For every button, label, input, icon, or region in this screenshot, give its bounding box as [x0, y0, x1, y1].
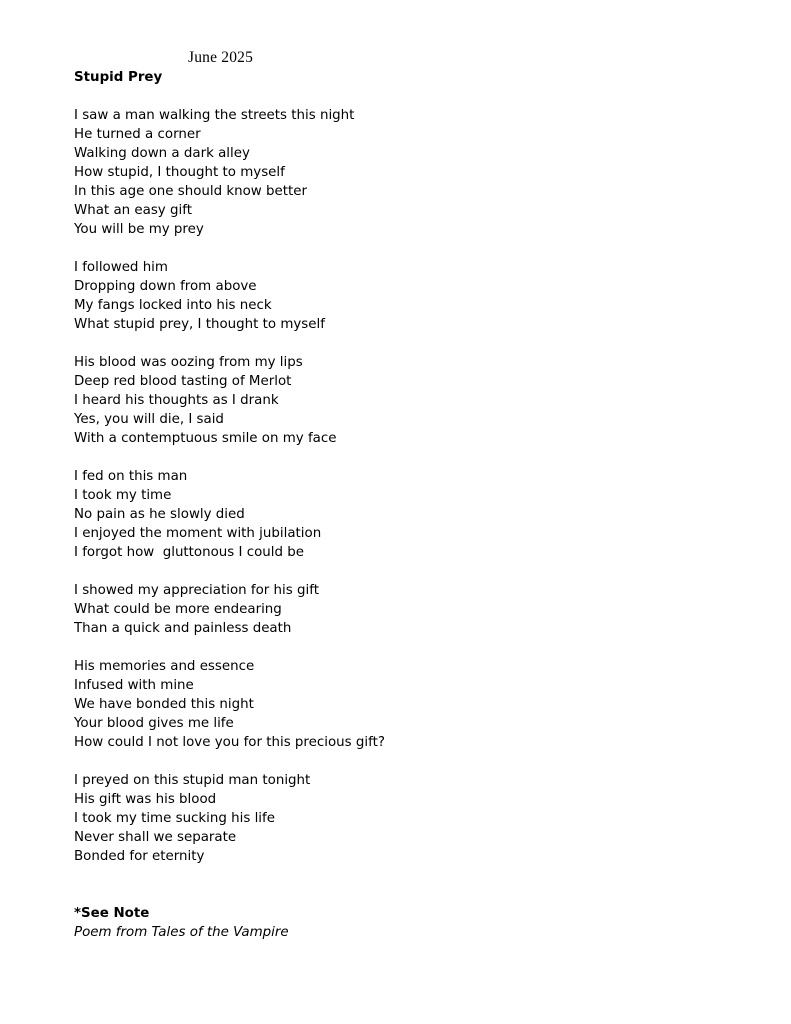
spacer [74, 885, 754, 904]
poem-line: I took my time sucking his life [74, 811, 275, 826]
stanza [74, 353, 754, 448]
poem-line: Than a quick and painless death [74, 621, 292, 636]
poem-line: What an easy gift [74, 203, 192, 218]
note-heading: *See Note [74, 906, 150, 921]
poem-line: My fangs locked into his neck [74, 298, 272, 313]
stanza [74, 771, 754, 866]
poem-line: I followed him [74, 260, 168, 275]
poem-line: In this age one should know better [74, 184, 308, 199]
poem-body [74, 106, 754, 866]
poem-line: His memories and essence [74, 659, 255, 674]
poem-line: Never shall we separate [74, 830, 237, 845]
poem-line: What stupid prey, I thought to myself [74, 317, 325, 332]
poem-title: Stupid Prey [74, 70, 163, 85]
poem-line: No pain as he slowly died [74, 507, 245, 522]
poem-line: I showed my appreciation for his gift [74, 583, 319, 598]
poem-line: How could I not love you for this precious gift? [74, 735, 385, 750]
poem-line: Infused with mine [74, 678, 194, 693]
poem-line: I took my time [74, 488, 172, 503]
poem-line: Bonded for eternity [74, 849, 205, 864]
poem-line: What could be more endearing [74, 602, 282, 617]
poem-line: You will be my prey [74, 222, 204, 237]
poem-line: His gift was his blood [74, 792, 217, 807]
stanza [74, 467, 754, 562]
poem-line: I preyed on this stupid man tonight [74, 773, 311, 788]
poem-line: I enjoyed the moment with jubilation [74, 526, 322, 541]
stanza [74, 657, 754, 752]
stanza [74, 581, 754, 638]
poem-line: I saw a man walking the streets this night [74, 108, 355, 123]
stanza [74, 258, 754, 334]
poem-line: He turned a corner [74, 127, 201, 142]
poem-content [74, 68, 754, 942]
poem-line: I heard his thoughts as I drank [74, 393, 279, 408]
poem-line: How stupid, I thought to myself [74, 165, 285, 180]
poem-line: I forgot how gluttonous I could be [74, 545, 304, 560]
poem-line: Walking down a dark alley [74, 146, 250, 161]
page-date: June 2025 [188, 49, 254, 66]
poem-line: I fed on this man [74, 469, 188, 484]
poem-line: Your blood gives me life [74, 716, 234, 731]
poem-line: His blood was oozing from my lips [74, 355, 303, 370]
stanza [74, 106, 754, 239]
note-text: Poem from Tales of the Vampire [74, 925, 289, 940]
poem-line: With a contemptuous smile on my face [74, 431, 337, 446]
poem-line: Deep red blood tasting of Merlot [74, 374, 292, 389]
poem-line: We have bonded this night [74, 697, 254, 712]
poem-line: Dropping down from above [74, 279, 257, 294]
poem-line: Yes, you will die, I said [74, 412, 224, 427]
